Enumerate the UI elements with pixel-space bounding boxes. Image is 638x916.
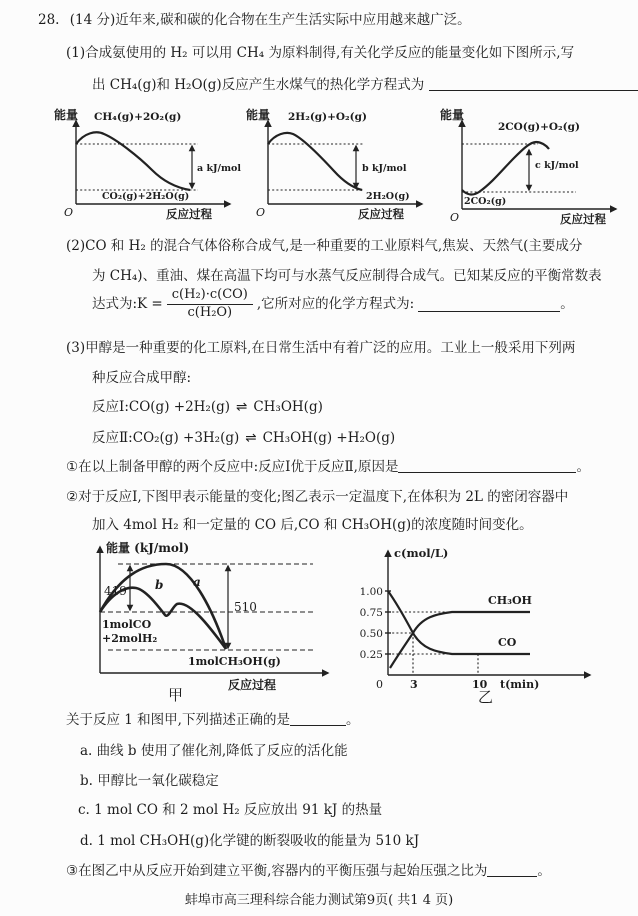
- energy-510: 510: [234, 600, 257, 614]
- origin-label: 0: [376, 678, 383, 691]
- page-footer: 蚌埠市高三理科综合能力测试第9页( 共1 4 页): [184, 893, 454, 908]
- question-intro: (14 分)近年来,碳和碳的化合物在生产生活实际中应用越来越广泛。: [69, 12, 471, 28]
- item-3-text: ③在图乙中从反应开始到建立平衡,容器内的平衡压强与起始压强之比为: [66, 863, 488, 879]
- curve-b-label: b: [155, 578, 164, 592]
- y-tick-100: 1.00: [359, 586, 383, 598]
- ch3oh-series-label: CH₃OH: [488, 594, 532, 607]
- y-tick-025: 0.25: [359, 649, 383, 661]
- reactant-label: CH₄(g)+2O₂(g): [94, 111, 182, 123]
- reaction-2: [92, 428, 395, 448]
- x-axis-label: 反应过程: [560, 212, 606, 226]
- energy-diagram-1: [50, 104, 240, 228]
- reactant-label: 2CO₂(g): [464, 196, 507, 207]
- y-axis-label: 能量 (kJ/mol): [106, 541, 190, 555]
- chart-jia-caption: 甲: [168, 686, 185, 704]
- answer-blank-4: [290, 711, 346, 726]
- part3-line2: 种反应合成甲醇:: [92, 370, 192, 386]
- reaction-1-left: CO(g) +2H₂(g): [128, 399, 231, 415]
- y-tick-075: 0.75: [359, 607, 383, 619]
- x-tick-10: 10: [472, 678, 488, 691]
- part1-line2-text: 出 CH₄(g)和 H₂O(g)反应产生水煤气的热化学方程式为: [92, 77, 429, 93]
- origin-label: O: [256, 206, 266, 219]
- equilibrium-arrow: ⇌: [236, 399, 248, 415]
- question-number: 28.: [38, 12, 60, 28]
- reactant-label: 2H₂(g)+O₂(g): [288, 111, 367, 123]
- x-axis-label: 反应过程: [228, 678, 277, 692]
- product-label: 1molCH₃OH(g): [188, 655, 281, 668]
- product-label: 2H₂O(g): [366, 191, 410, 202]
- part3-line1: (3)甲醇是一种重要的化工原料,在日常生活中有着广泛的应用。工业上一般采用下列两: [66, 340, 576, 356]
- y-axis-label: 能量: [440, 108, 465, 122]
- question-28-header: [38, 10, 471, 30]
- part2-line1: (2)CO 和 H₂ 的混合气体俗称合成气,是一种重要的工业原料气,焦炭、天然气(主要成分: [66, 238, 583, 254]
- energy-chart-jia: [78, 538, 343, 696]
- reaction-2-right: CH₃OH(g) +H₂O(g): [262, 430, 396, 446]
- option-a: a. 曲线 b 使用了催化剂,降低了反应的活化能: [80, 743, 348, 759]
- stem-period: 。: [345, 712, 360, 728]
- energy-delta-label: c kJ/mol: [535, 160, 579, 171]
- y-axis-label: 能量: [246, 108, 271, 122]
- option-d: d. 1 mol CH₃OH(g)化学键的断裂吸收的能量为 510 kJ: [80, 833, 420, 849]
- part2-period: 。: [560, 296, 574, 313]
- item-1: [66, 457, 590, 477]
- sub-question-stem: [66, 710, 359, 730]
- part1-line1: (1)合成氨使用的 H₂ 可以用 CH₄ 为原料制得,有关化学反应的能量变化如下图所示,写: [66, 45, 575, 61]
- x-tick-3: 3: [410, 678, 418, 691]
- chart-yi-caption: 乙: [478, 688, 495, 706]
- reaction-1: [92, 397, 323, 417]
- energy-diagram-2: [242, 104, 432, 228]
- k-fraction: [167, 288, 253, 321]
- y-axis-label: 能量: [54, 108, 79, 122]
- origin-label: O: [64, 206, 74, 219]
- energy-delta-label: b kJ/mol: [362, 163, 407, 174]
- k-denominator: c(H₂O): [187, 304, 233, 320]
- answer-blank-2: [418, 297, 560, 312]
- item-3: [66, 861, 551, 881]
- answer-blank-1: [429, 76, 638, 91]
- energy-diagram-3: [436, 104, 626, 232]
- y-tick-050: 0.50: [359, 628, 383, 640]
- part2-line2: 为 CH₄)、重油、煤在高温下均可与水蒸气反应制得合成气。已知某反应的平衡常数表: [92, 268, 602, 284]
- equilibrium-arrow: ⇌: [245, 430, 257, 446]
- reactants-label-line2: +2molH₂: [102, 632, 158, 645]
- item-3-period: 。: [537, 863, 551, 879]
- co-series-label: CO: [498, 636, 517, 649]
- reaction-1-name: 反应Ⅰ:: [92, 399, 129, 415]
- activation-energy-419: 419: [104, 584, 127, 598]
- concentration-chart-yi: [359, 540, 602, 698]
- option-b: b. 甲醇比一氧化碳稳定: [80, 773, 219, 789]
- y-axis-label: c(mol/L): [394, 546, 449, 560]
- x-axis-label: 反应过程: [358, 207, 404, 221]
- k-prefix: 达式为:K =: [92, 296, 163, 313]
- reaction-2-left: CO₂(g) +3H₂(g): [132, 430, 240, 446]
- k-numerator: c(H₂)·c(CO): [167, 288, 253, 305]
- x-axis-label: 反应过程: [166, 207, 212, 221]
- answer-blank-5: [487, 862, 537, 877]
- product-label: CO₂(g)+2H₂O(g): [102, 191, 190, 202]
- part2-k-expression-line: [92, 288, 574, 321]
- item-1-text: ①在以上制备甲醇的两个反应中:反应Ⅰ优于反应Ⅱ,原因是: [66, 459, 399, 475]
- x-axis-label: t(min): [500, 678, 540, 691]
- reaction-1-right: CH₃OH(g): [253, 399, 323, 415]
- reaction-2-name: 反应Ⅱ:: [92, 430, 133, 446]
- energy-delta-label: a kJ/mol: [197, 163, 242, 174]
- item-2-line1: ②对于反应Ⅰ,下图甲表示能量的变化;图乙表示一定温度下,在体积为 2L 的密闭容器中: [66, 489, 569, 505]
- origin-label: O: [450, 211, 460, 224]
- product-label: 2CO(g)+O₂(g): [498, 121, 580, 133]
- answer-blank-3: [398, 458, 576, 473]
- option-c: c. 1 mol CO 和 2 mol H₂ 反应放出 91 kJ 的热量: [78, 802, 383, 818]
- k-suffix: ,它所对应的化学方程式为:: [256, 296, 415, 313]
- curve-a-label: a: [193, 575, 201, 589]
- part1-line2: [92, 75, 638, 95]
- item-1-period: 。: [576, 459, 590, 475]
- reactants-label-line1: 1molCO: [102, 618, 152, 631]
- stem-text: 关于反应 1 和图甲,下列描述正确的是: [66, 712, 290, 728]
- item-2-line2: 加入 4mol H₂ 和一定量的 CO 后,CO 和 CH₃OH(g)的浓度随时间变化。: [92, 517, 533, 533]
